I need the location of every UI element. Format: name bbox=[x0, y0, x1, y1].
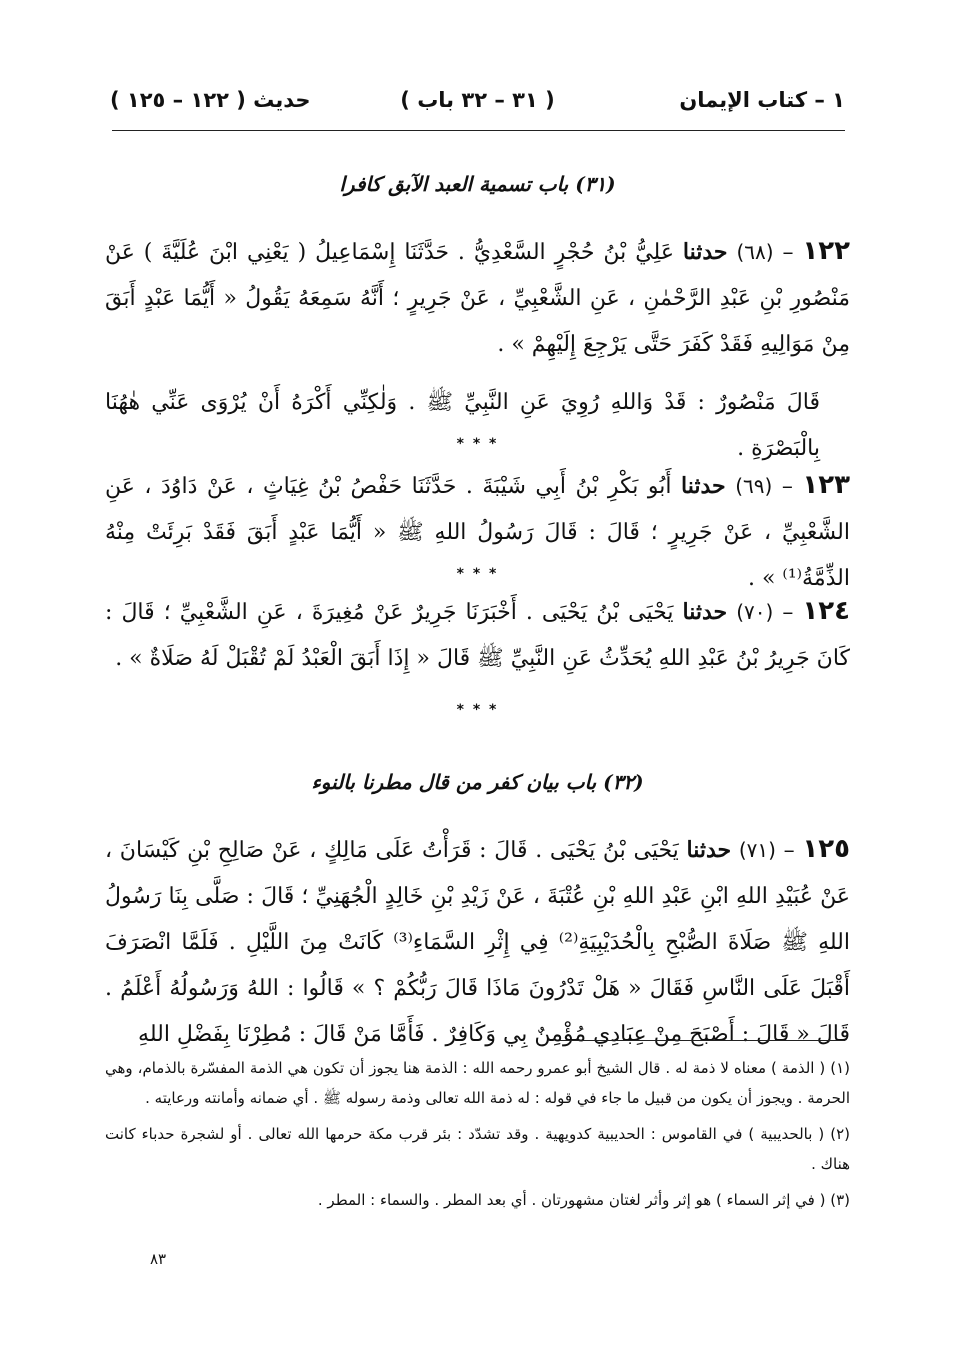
hadith-number: ١٢٣ bbox=[802, 470, 851, 500]
footnote-rule bbox=[560, 1040, 845, 1041]
hadith-index: (٦٨) bbox=[736, 240, 774, 264]
chapter-title-31: (٣١) باب تسمية العبد الآبق كافرا bbox=[339, 172, 616, 196]
hadith-text: عَلِيُّ بْنُ حُجْرٍ السَّعْدِيُّ . حَدَّثَنَا إِسْمَاعِيلُ ( يَعْنِي ابْنَ عُلَيَّةَ ) عَنْ مَنْصُورِ بْنِ عَبْدِ الرَّحْمٰنِ ، عَنِ الشَّعْبِيِّ ، عَنْ جَرِيرٍ ؛ أَنَّهُ سَمِعَهُ يَقُولُ « أَيُّمَا عَبْدٍ أَبَقَ مِنْ مَوَالِيهِ فَقَدْ كَفَرَ حَتَّى يَرْجِعَ إِلَيْهِمْ » . bbox=[105, 240, 850, 357]
hadith-opening: حدثنا bbox=[682, 599, 728, 625]
hadith-text: يَحْيَى بْنُ يَحْيَى . قَالَ : قَرَأْتُ عَلَى مَالِكٍ ، عَنْ صَالِحِ بْنِ كَيْسَانَ ، عَنْ عُبَيْدِ اللهِ ابْنِ عَبْدِ اللهِ بْنِ عُتْبَةَ ، عَنْ زَيْدِ بْنِ خَالِدٍ الْجُهَنِيِّ ؛ قَالَ : صَلَّى بِنَا رَسُولُ اللهِ ﷺ صَلَاةَ الصُّبْحِ بِالْحُدَيْبِيَةِ⁽²⁾ فِي إِثْرِ السَّمَاءِ⁽³⁾ كَانَتْ مِنَ اللَّيْلِ . فَلَمَّا انْصَرَفَ أَقْبَلَ عَلَى النَّاسِ فَقَالَ « هَلْ تَدْرُونَ مَاذَا قَالَ رَبُّكُمْ ؟ » قَالُوا : اللهُ وَرَسُولُهُ أَعْلَمُ . قَالَ « قَالَ : أَصْبَحَ مِنْ عِبَادِي مُؤْمِنٌ بِي وَكَافِرٌ . فَأَمَّا مَنْ قَالَ : مُطِرْنَا بِفَضْلِ اللهِ bbox=[105, 838, 851, 1047]
hadith-opening: حدثنا bbox=[686, 837, 732, 863]
hadith-text: أَبُو بَكْرِ بْنُ أَبِي شَيْبَةَ . حَدَّثَنَا حَفْصُ بْنُ غِيَاثٍ ، عَنْ دَاوُدَ ، عَنِ الشَّعْبِيِّ ، عَنْ جَرِيرٍ ؛ قَالَ : قَالَ رَسُولُ اللهِ ﷺ « أَيُّمَا عَبْدٍ أَبَقَ فَقَدْ بَرِئَتْ مِنْهُ الذِّمَّةُ⁽¹⁾ » . bbox=[105, 474, 850, 591]
hadith-124: ١٢٤ – (٧٠) حدثنا يَحْيَى بْنُ يَحْيَى . أَخْبَرَنَا جَرِيرٌ عَنْ مُغِيرَةَ ، عَنِ الشَّعْبِيِّ ؛ قَالَ : كَانَ جَرِيرُ بْنُ عَبْدِ اللهِ يُحَدِّثُ عَنِ النَّبِيِّ ﷺ قَالَ « إِذَا أَبَقَ الْعَبْدُ لَمْ تُقْبَلْ لَهُ صَلَاةٌ » . bbox=[105, 596, 850, 671]
footnote-3: (٣) ( في إثر السماء ) هو إثر وأثر لغتان مشهورتان . أي بعد المطر . والسماء : المطر . bbox=[317, 1191, 850, 1209]
footnote-2: (٢) ( بالحديبية ) في القاموس : الحديبية كدويهية . وقد تشدّد : بئر قرب مكة حرمها الله تعالى . أو لشجرة حدباء كانت هناك . bbox=[105, 1125, 850, 1173]
footnote-1: (١) ( الذمة ) معناه لا ذمة له . قال الشيخ أبو عمرو رحمه الله : الذمة هنا يجوز أن تكون هي الذمة المفسّرة بالذمام، وهي الحرمة . ويجوز أن يكون من قبيل ما جاء في قوله : له ذمة الله تعالى وذمة رسوله ﷺ . أي ضمانه وأمانته ورعايته . bbox=[105, 1059, 850, 1107]
separator-stars: * * * bbox=[456, 702, 499, 718]
hadith-122-comment: قَالَ مَنْصُورٌ : قَدْ وَاللهِ رُوِيَ عَنِ النَّبِيِّ ﷺ . وَلٰكِنِّي أَكْرَهُ أَنْ يُرْوَى عَنِّي هٰهُنَا بِالْبَصْرَةِ . bbox=[105, 390, 820, 461]
chapter-title-32: (٣٢) باب بيان كفر من قال مطرنا بالنوء bbox=[311, 770, 644, 794]
running-head-chapters: ( ٣١ – ٣٢ باب ) bbox=[400, 88, 555, 112]
running-head-book: ١ – كتاب الإيمان bbox=[679, 88, 845, 112]
running-head bbox=[110, 88, 845, 128]
hadith-index: (٧١) bbox=[738, 838, 776, 862]
hadith-123: ١٢٣ – (٦٩) حدثنا أَبُو بَكْرِ بْنُ أَبِي شَيْبَةَ . حَدَّثَنَا حَفْصُ بْنُ غِيَاثٍ ، عَنْ دَاوُدَ ، عَنِ الشَّعْبِيِّ ، عَنْ جَرِيرٍ ؛ قَالَ : قَالَ رَسُولُ اللهِ ﷺ « أَيُّمَا عَبْدٍ أَبَقَ فَقَدْ بَرِئَتْ مِنْهُ الذِّمَّةُ⁽¹⁾ » . bbox=[105, 470, 851, 591]
hadith-number: ١٢٢ bbox=[802, 236, 850, 266]
hadith-125: ١٢٥ – (٧١) حدثنا يَحْيَى بْنُ يَحْيَى . قَالَ : قَرَأْتُ عَلَى مَالِكٍ ، عَنْ صَالِحِ بْنِ كَيْسَانَ ، عَنْ عُبَيْدِ اللهِ ابْنِ عَبْدِ اللهِ بْنِ عُتْبَةَ ، عَنْ زَيْدِ بْنِ خَالِدٍ الْجُهَنِيِّ ؛ قَالَ : صَلَّى بِنَا رَسُولُ اللهِ ﷺ صَلَاةَ الصُّبْحِ بِالْحُدَيْبِيَةِ⁽²⁾ فِي إِثْرِ السَّمَاءِ⁽³⁾ كَانَتْ مِنَ اللَّيْلِ . فَلَمَّا انْصَرَفَ أَقْبَلَ عَلَى النَّاسِ فَقَالَ « هَلْ تَدْرُونَ مَاذَا قَالَ رَبُّكُمْ ؟ » قَالُوا : اللهُ وَرَسُولُهُ أَعْلَمُ . قَالَ « قَالَ : أَصْبَحَ مِنْ عِبَادِي مُؤْمِنٌ بِي وَكَافِرٌ . فَأَمَّا مَنْ قَالَ : مُطِرْنَا بِفَضْلِ اللهِ bbox=[105, 834, 851, 1047]
separator-stars: * * * bbox=[456, 436, 499, 452]
hadith-number: ١٢٤ bbox=[802, 596, 850, 626]
header-rule bbox=[112, 130, 845, 131]
page-number: ٨٣ bbox=[150, 1250, 167, 1268]
hadith-122: ١٢٢ – (٦٨) حدثنا عَلِيُّ بْنُ حُجْرٍ السَّعْدِيُّ . حَدَّثَنَا إِسْمَاعِيلُ ( يَعْنِي ابْنَ عُلَيَّةَ ) عَنْ مَنْصُورِ بْنِ عَبْدِ الرَّحْمٰنِ ، عَنِ الشَّعْبِيِّ ، عَنْ جَرِيرٍ ؛ أَنَّهُ سَمِعَهُ يَقُولُ « أَيُّمَا عَبْدٍ أَبَقَ مِنْ مَوَالِيهِ فَقَدْ كَفَرَ حَتَّى يَرْجِعَ إِلَيْهِمْ » . bbox=[105, 236, 850, 357]
hadith-text: يَحْيَى بْنُ يَحْيَى . أَخْبَرَنَا جَرِيرٌ عَنْ مُغِيرَةَ ، عَنِ الشَّعْبِيِّ ؛ قَالَ : كَانَ جَرِيرُ بْنُ عَبْدِ اللهِ يُحَدِّثُ عَنِ النَّبِيِّ ﷺ قَالَ « إِذَا أَبَقَ الْعَبْدُ لَمْ تُقْبَلْ لَهُ صَلَاةٌ » . bbox=[105, 600, 850, 671]
hadith-opening: حدثنا bbox=[682, 239, 728, 265]
running-head-hadith-range: حديث ( ١٢٢ – ١٢٥ ) bbox=[110, 88, 311, 112]
hadith-index: (٧٠) bbox=[736, 600, 774, 624]
hadith-number: ١٢٥ bbox=[802, 834, 851, 864]
hadith-opening: حدثنا bbox=[681, 473, 726, 499]
hadith-index: (٦٩) bbox=[735, 474, 773, 498]
footnotes bbox=[105, 1053, 850, 1221]
separator-stars: * * * bbox=[456, 566, 499, 582]
